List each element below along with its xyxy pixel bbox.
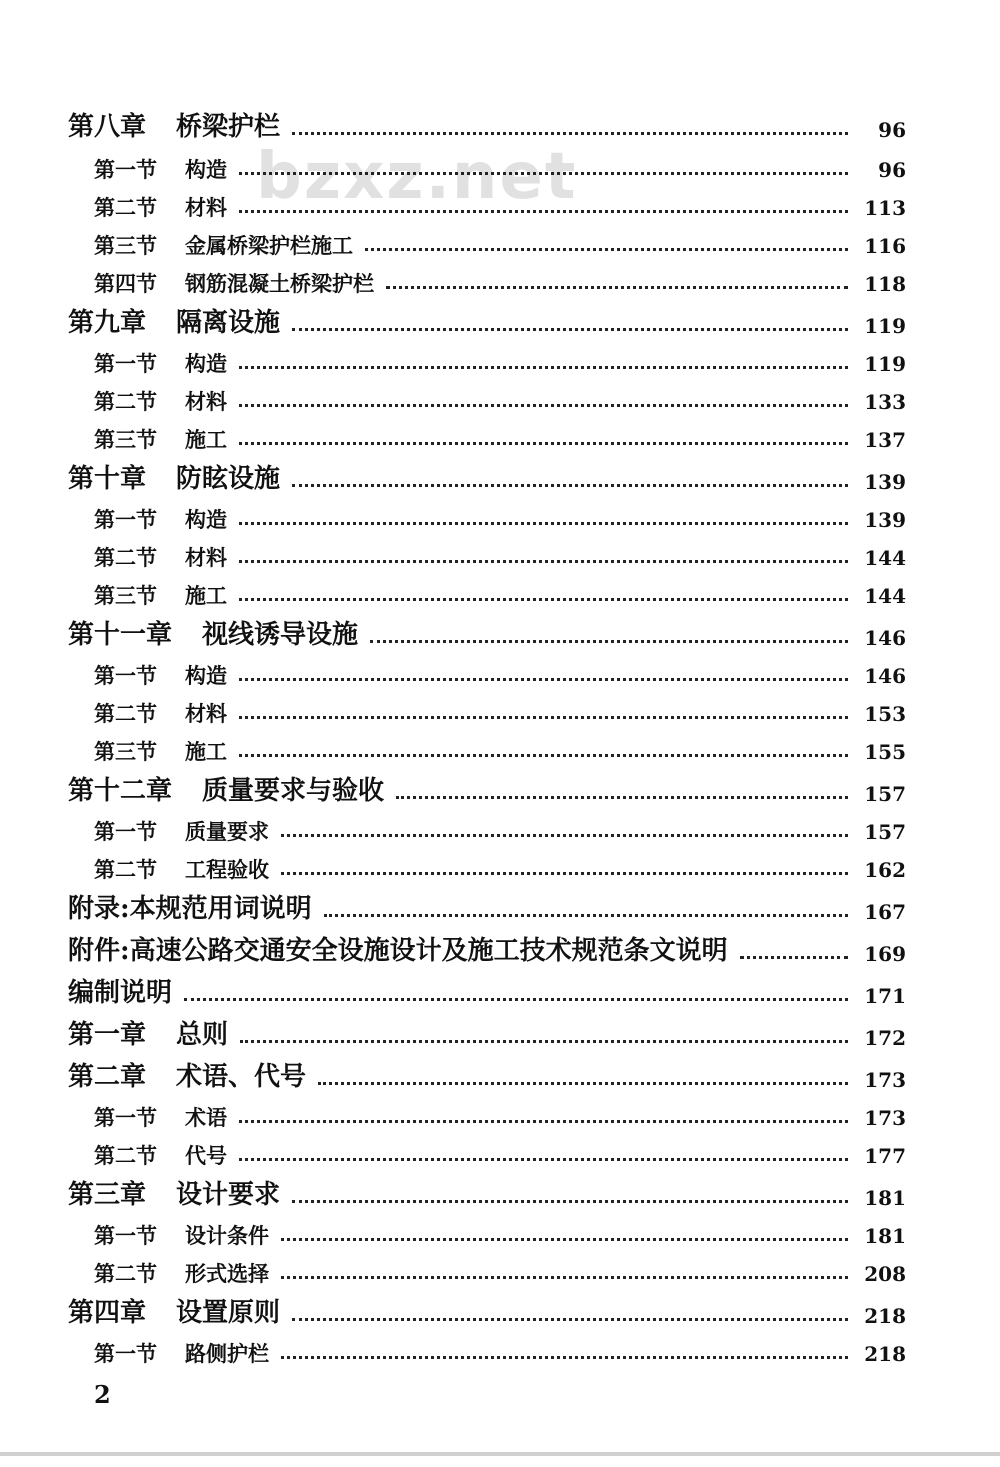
toc-entry-page: 181 xyxy=(864,1224,906,1248)
page-bottom-edge xyxy=(0,1452,1000,1456)
toc-entry-page: 119 xyxy=(864,314,906,338)
toc-entry-label: 第二节 xyxy=(94,1261,157,1286)
toc-entry-label: 第三节 xyxy=(94,583,157,608)
toc-entry-title: 材料 xyxy=(185,545,227,570)
dot-leader xyxy=(239,404,848,407)
toc-entry-page: 172 xyxy=(864,1026,906,1050)
toc-entry-label: 第九章 xyxy=(68,308,147,338)
toc-entry xyxy=(0,703,1000,724)
toc-entry-title: 总则 xyxy=(176,1020,229,1050)
dot-leader xyxy=(292,328,848,331)
toc-entry-label: 第三节 xyxy=(94,233,157,258)
dot-leader xyxy=(239,366,848,369)
toc-entry-page: 177 xyxy=(864,1144,906,1168)
dot-leader xyxy=(740,956,848,959)
toc-entry-page: 169 xyxy=(864,942,906,966)
toc-entry-title: 附录:本规范用词说明 xyxy=(68,894,312,924)
toc-entry xyxy=(0,1022,1000,1048)
toc-entry-title: 金属桥梁护栏施工 xyxy=(185,233,353,258)
toc-entry-title: 施工 xyxy=(185,427,227,452)
toc-entry-label: 第一章 xyxy=(68,1020,147,1050)
dot-leader xyxy=(386,286,848,289)
toc-entry-title: 材料 xyxy=(185,389,227,414)
toc-entry xyxy=(0,310,1000,336)
toc-entry xyxy=(0,1107,1000,1128)
toc-entry-title: 构造 xyxy=(185,663,227,688)
dot-leader xyxy=(239,522,848,525)
toc-entry-page: 218 xyxy=(864,1304,906,1328)
toc-entry xyxy=(0,1225,1000,1246)
toc-entry-page: 113 xyxy=(864,196,906,220)
dot-leader xyxy=(239,716,848,719)
toc-entry-label: 第八章 xyxy=(68,112,147,142)
dot-leader xyxy=(240,1040,848,1043)
toc-entry-label: 第四章 xyxy=(68,1298,147,1328)
toc-entry xyxy=(0,429,1000,450)
dot-leader xyxy=(370,640,848,643)
toc-entry xyxy=(0,159,1000,180)
toc-entry xyxy=(0,466,1000,492)
toc-entry xyxy=(0,114,1000,140)
dot-leader xyxy=(318,1082,848,1085)
toc-entry-page: 133 xyxy=(864,390,906,414)
dot-leader xyxy=(239,560,848,563)
toc-entry-page: 218 xyxy=(864,1342,906,1366)
toc-entry xyxy=(0,741,1000,762)
toc-entry xyxy=(0,859,1000,880)
toc-entry-title: 编制说明 xyxy=(68,978,173,1008)
toc-entry-page: 116 xyxy=(864,234,906,258)
toc-entry-title: 施工 xyxy=(185,739,227,764)
toc-entry-title: 视线诱导设施 xyxy=(202,620,359,650)
dot-leader xyxy=(239,1158,848,1161)
dot-leader xyxy=(239,678,848,681)
toc-entry-label: 第十二章 xyxy=(68,776,173,806)
toc-entry-title: 质量要求与验收 xyxy=(202,776,385,806)
toc-entry-title: 材料 xyxy=(185,701,227,726)
toc-entry xyxy=(0,622,1000,648)
toc-entry-page: 173 xyxy=(864,1106,906,1130)
dot-leader xyxy=(281,1238,848,1241)
dot-leader xyxy=(324,914,848,917)
dot-leader xyxy=(292,484,848,487)
toc-entry-title: 设计条件 xyxy=(185,1223,269,1248)
toc-entry-page: 96 xyxy=(878,158,906,182)
toc-entry-page: 96 xyxy=(878,118,906,142)
toc-entry-label: 第二节 xyxy=(94,1143,157,1168)
toc-entry xyxy=(0,197,1000,218)
toc-entry-title: 构造 xyxy=(185,507,227,532)
toc-entry-page: 157 xyxy=(864,782,906,806)
toc-entry-label: 第一节 xyxy=(94,351,157,376)
toc-entry-page: 146 xyxy=(864,664,906,688)
toc-entry-title: 设置原则 xyxy=(176,1298,281,1328)
toc-entry-title: 施工 xyxy=(185,583,227,608)
toc-entry-label: 第三章 xyxy=(68,1180,147,1210)
toc-entry-label: 第三节 xyxy=(94,739,157,764)
dot-leader xyxy=(239,210,848,213)
dot-leader xyxy=(281,1356,848,1359)
toc-entry-title: 构造 xyxy=(185,157,227,182)
dot-leader xyxy=(239,1120,848,1123)
dot-leader xyxy=(396,796,848,799)
toc-entry-label: 第二章 xyxy=(68,1062,147,1092)
toc-entry-page: 171 xyxy=(864,984,906,1008)
toc-entry-title: 质量要求 xyxy=(185,819,269,844)
toc-entry-title: 路侧护栏 xyxy=(185,1341,269,1366)
dot-leader xyxy=(239,754,848,757)
toc-entry-label: 第一节 xyxy=(94,507,157,532)
toc-entry-page: 144 xyxy=(864,546,906,570)
toc-entry-label: 第一节 xyxy=(94,663,157,688)
toc-entry-label: 第十章 xyxy=(68,464,147,494)
dot-leader xyxy=(281,834,848,837)
dot-leader xyxy=(239,172,848,175)
toc-entry-label: 第一节 xyxy=(94,819,157,844)
toc-entry-title: 钢筋混凝土桥梁护栏 xyxy=(185,271,374,296)
toc-entry-page: 155 xyxy=(864,740,906,764)
toc-entry-title: 构造 xyxy=(185,351,227,376)
dot-leader xyxy=(292,1318,848,1321)
toc-entry xyxy=(0,1263,1000,1284)
toc-entry-title: 代号 xyxy=(185,1143,227,1168)
toc-entry xyxy=(0,821,1000,842)
toc-entry xyxy=(0,896,1000,922)
dot-leader xyxy=(281,1276,848,1279)
toc-entry-label: 第二节 xyxy=(94,195,157,220)
toc-entry-label: 第二节 xyxy=(94,857,157,882)
toc-entry-page: 173 xyxy=(864,1068,906,1092)
watermark: bzxz.net xyxy=(256,140,578,214)
toc-entry-title: 材料 xyxy=(185,195,227,220)
toc-entry xyxy=(0,980,1000,1006)
toc-entry-label: 第一节 xyxy=(94,1223,157,1248)
toc-entry-label: 第二节 xyxy=(94,701,157,726)
toc-entry xyxy=(0,273,1000,294)
toc-entry xyxy=(0,1300,1000,1326)
page-number: 2 xyxy=(94,1380,111,1409)
toc-entry xyxy=(0,1145,1000,1166)
toc-entry-page: 153 xyxy=(864,702,906,726)
toc-entry xyxy=(0,235,1000,256)
toc-entry xyxy=(0,665,1000,686)
toc-entry-page: 137 xyxy=(864,428,906,452)
toc-entry-label: 第二节 xyxy=(94,389,157,414)
toc-entry xyxy=(0,391,1000,412)
toc-entry-title: 隔离设施 xyxy=(176,308,281,338)
toc-entry-title: 工程验收 xyxy=(185,857,269,882)
dot-leader xyxy=(239,442,848,445)
toc-entry xyxy=(0,778,1000,804)
toc-entry-label: 第四节 xyxy=(94,271,157,296)
toc-entry-label: 第十一章 xyxy=(68,620,173,650)
toc-entry-title: 术语 xyxy=(185,1105,227,1130)
toc-entry-label: 第一节 xyxy=(94,1341,157,1366)
toc-entry-page: 208 xyxy=(864,1262,906,1286)
toc-entry-title: 设计要求 xyxy=(176,1180,281,1210)
toc-entry-label: 第三节 xyxy=(94,427,157,452)
toc-entry xyxy=(0,547,1000,568)
dot-leader xyxy=(184,998,848,1001)
toc-entry-title: 桥梁护栏 xyxy=(176,112,281,142)
toc-entry-page: 162 xyxy=(864,858,906,882)
toc-entry-page: 146 xyxy=(864,626,906,650)
toc-entry-page: 157 xyxy=(864,820,906,844)
toc-entry xyxy=(0,1343,1000,1364)
toc-entry xyxy=(0,1182,1000,1208)
toc-entry-page: 144 xyxy=(864,584,906,608)
dot-leader xyxy=(239,598,848,601)
toc-entry-page: 139 xyxy=(864,508,906,532)
toc-entry xyxy=(0,938,1000,964)
toc-entry-label: 第一节 xyxy=(94,1105,157,1130)
toc-entry-title: 防眩设施 xyxy=(176,464,281,494)
toc-entry-page: 181 xyxy=(864,1186,906,1210)
dot-leader xyxy=(281,872,848,875)
toc-entry xyxy=(0,1064,1000,1090)
dot-leader xyxy=(292,132,848,135)
toc-entry-label: 第二节 xyxy=(94,545,157,570)
toc-entry-page: 139 xyxy=(864,470,906,494)
toc-entry-page: 119 xyxy=(864,352,906,376)
dot-leader xyxy=(292,1200,848,1203)
toc-entry-page: 167 xyxy=(864,900,906,924)
toc-entry-title: 形式选择 xyxy=(185,1261,269,1286)
toc-entry xyxy=(0,509,1000,530)
toc-entry-title: 术语、代号 xyxy=(176,1062,307,1092)
toc-entry xyxy=(0,585,1000,606)
dot-leader xyxy=(365,248,848,251)
toc-entry xyxy=(0,353,1000,374)
toc-entry-label: 第一节 xyxy=(94,157,157,182)
toc-entry-title: 附件:高速公路交通安全设施设计及施工技术规范条文说明 xyxy=(68,936,728,966)
toc-entry-page: 118 xyxy=(864,272,906,296)
